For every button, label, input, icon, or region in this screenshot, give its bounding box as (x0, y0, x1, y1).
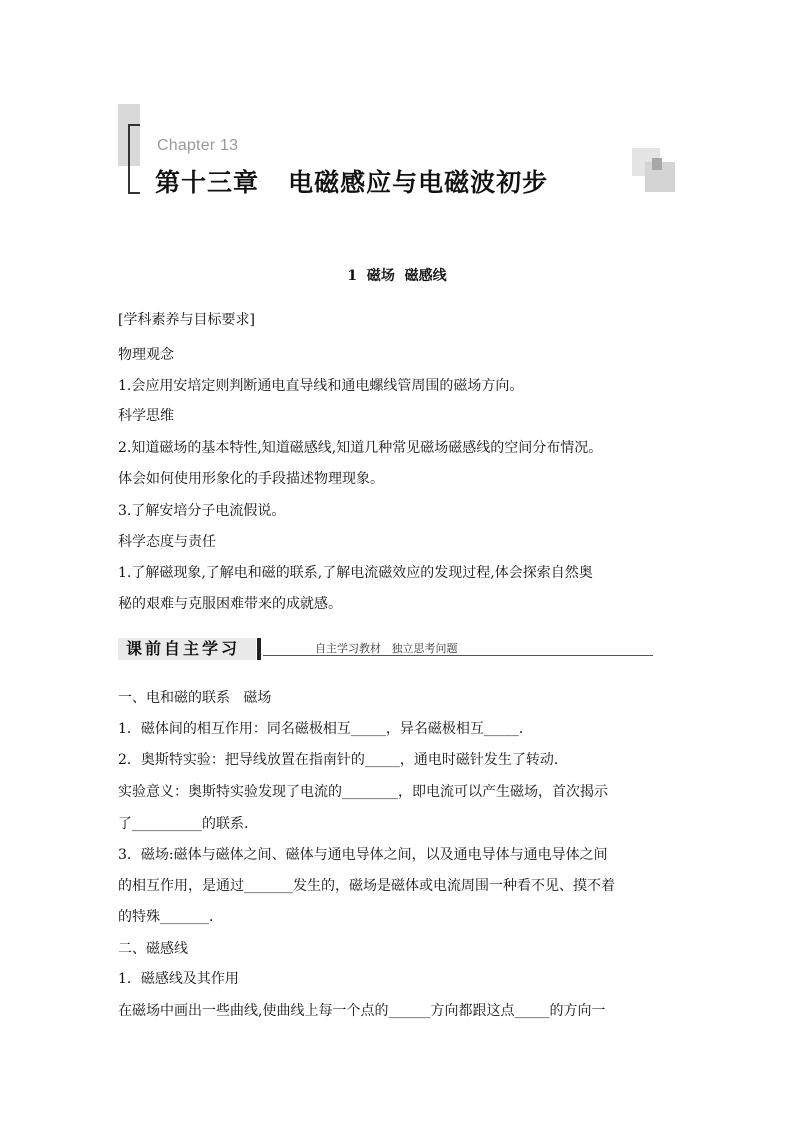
goal-item-continued: 秘的艰难与克服困难带来的成就感。 (118, 596, 342, 612)
body-heading: 一、电和磁的联系 磁场 (118, 690, 272, 706)
goal-category: 科学态度与责任 (118, 534, 216, 550)
goal-item: 3.了解安培分子电流假说。 (118, 503, 286, 519)
corner-decoration-square (652, 158, 662, 170)
body-paragraph: 实验意义：奥斯特实验发现了电流的________，即电流可以产生磁场，首次揭示 (118, 784, 608, 800)
chapter-label: Chapter 13 (157, 137, 239, 154)
goals-header: [学科素养与目标要求] (118, 312, 255, 328)
body-paragraph-continued: 的相互作用，是通过_______发生的，磁场是磁体或电流周围一种看不见、摸不着 (118, 878, 615, 894)
goal-item-continued: 体会如何使用形象化的手段描述物理现象。 (118, 471, 384, 487)
goal-item: 1.了解磁现象,了解电和磁的联系,了解电流磁效应的发现过程,体会探索自然奥 (118, 565, 593, 581)
goal-category: 物理观念 (118, 347, 174, 363)
section-title: 1 磁场 磁感线 (347, 268, 447, 284)
body-heading: 二、磁感线 (118, 941, 188, 957)
chapter-decoration-bracket (128, 124, 140, 194)
body-paragraph-continued: 的特殊_______． (118, 909, 223, 925)
goal-category: 科学思维 (118, 408, 174, 424)
body-paragraph: 2．奥斯特实验：把导线放置在指南针的_____，通电时磁针发生了转动． (118, 752, 568, 768)
banner-subtitle: 自主学习教材 独立思考问题 (315, 642, 458, 655)
goal-item: 2.知道磁场的基本特性,知道磁感线,知道几种常见磁场磁感线的空间分布情况。 (118, 440, 603, 456)
body-paragraph: 3．磁场:磁体与磁体之间、磁体与通电导体之间，以及通电导体与通电导体之间 (118, 847, 608, 863)
chapter-title: 第十三章 电磁感应与电磁波初步 (155, 168, 549, 197)
body-paragraph: 在磁场中画出一些曲线,使曲线上每一个点的______方向都跟这点_____的方向一 (118, 1003, 606, 1019)
body-paragraph: 1．磁体间的相互作用：同名磁极相互_____，异名磁极相互_____． (118, 721, 533, 737)
banner-divider (257, 638, 261, 660)
body-paragraph-continued: 了__________的联系． (118, 816, 258, 832)
banner-title: 课前自主学习 (126, 639, 241, 658)
goal-item: 1.会应用安培定则判断通电直导线和通电螺线管周围的磁场方向。 (118, 378, 524, 394)
body-paragraph: 1．磁感线及其作用 (118, 971, 239, 987)
